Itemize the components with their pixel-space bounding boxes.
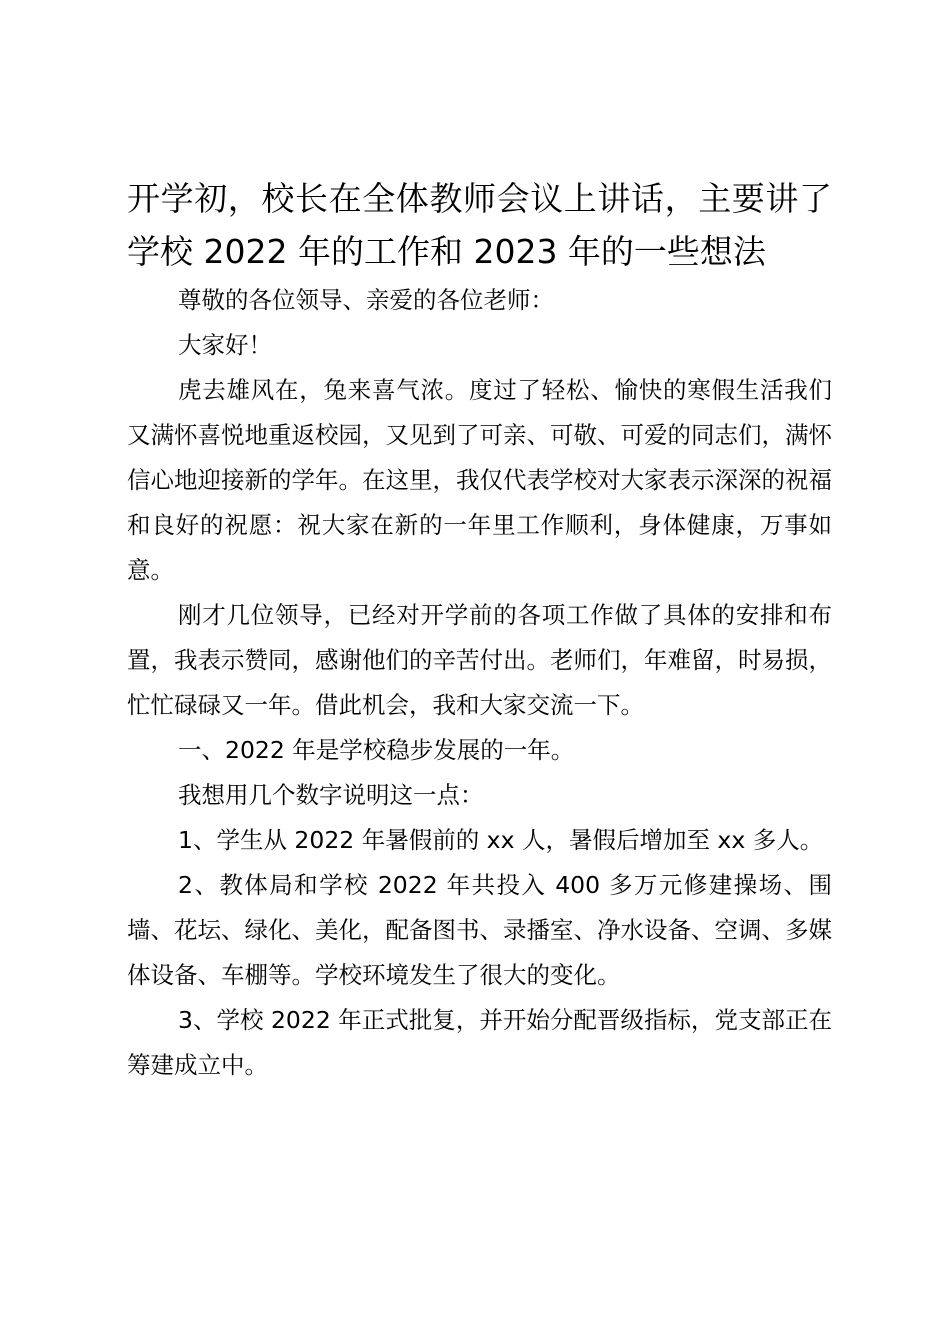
list-item-investment: 2、教体局和学校 2022 年共投入 400 多万元修建操场、围墙、花坛、绿化、美化，配备图书、录播室、净水设备、空调、多媒体设备、车棚等。学校环境发生了很大的变化。 <box>127 871 832 989</box>
document-title: 开学初，校长在全体教师会议上讲话，主要讲了学校 2022 年的工作和 2023 年的一些想法 <box>127 179 832 271</box>
paragraph-numbers-intro: 我想用几个数字说明这一点： <box>178 781 484 809</box>
paragraph-new-year-wishes: 虎去雄风在，兔来喜气浓。度过了轻松、愉快的寒假生活我们又满怀喜悦地重返校园，又见到了可亲、可敬、可爱的同志们，满怀信心地迎接新的学年。在这里，我仅代表学校对大家表示深深的祝福和良好的祝愿：祝大家在新的一年里工作顺利，身体健康，万事如意。 <box>127 376 832 584</box>
document-body <box>127 278 832 1088</box>
salutation: 尊敬的各位领导、亲爱的各位老师： <box>178 286 554 314</box>
paragraph-thanks: 刚才几位领导，已经对开学前的各项工作做了具体的安排和布置，我表示赞同，感谢他们的辛苦付出。老师们，年难留，时易损，忙忙碌碌又一年。借此机会，我和大家交流一下。 <box>127 601 832 719</box>
section-heading-2022: 一、2022 年是学校稳步发展的一年。 <box>178 736 575 764</box>
list-item-students: 1、学生从 2022 年暑假前的 xx 人，暑假后增加至 xx 多人。 <box>178 826 824 854</box>
greeting: 大家好！ <box>178 331 272 359</box>
list-item-approval: 3、学校 2022 年正式批复，并开始分配晋级指标，党支部正在筹建成立中。 <box>127 1006 832 1079</box>
